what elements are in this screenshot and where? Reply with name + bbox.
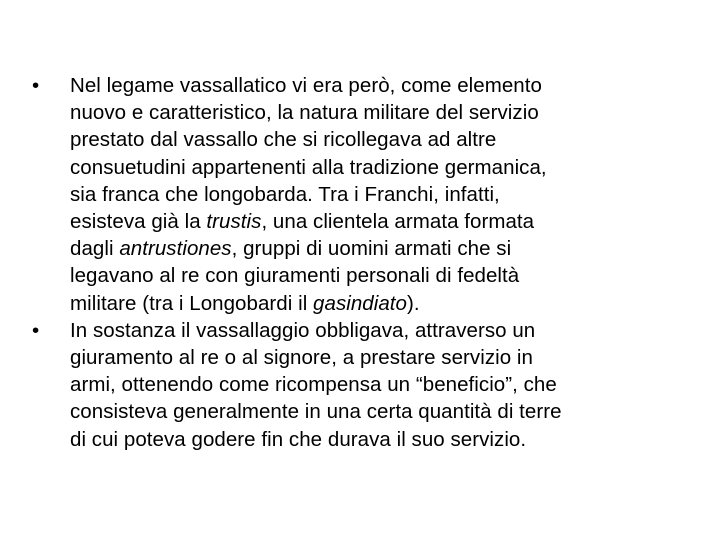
text-segment: ). [407, 291, 420, 315]
text-segment: consisteva generalmente in una certa quantità di terre [70, 400, 562, 424]
text-line [70, 208, 692, 235]
text-line [70, 290, 692, 317]
text-line [70, 181, 692, 208]
text-segment: sia franca che longobarda. Tra i Franchi, infatti, [70, 182, 500, 206]
text-segment: esisteva già la [70, 210, 207, 234]
text-line [70, 126, 692, 153]
text-segment: , una clientela armata formata [261, 210, 535, 234]
text-segment: giuramento al re o al signore, a prestare servizio in [70, 346, 533, 370]
italic-term-antrustiones: antrustiones [119, 237, 232, 261]
text-line [70, 398, 692, 425]
text-line [70, 72, 692, 99]
text-segment: prestato dal vassallo che si ricollegava ad altre [70, 128, 497, 152]
text-segment: armi, ottenendo come ricompensa un “beneficio”, che [70, 373, 557, 397]
text-segment: In sostanza il vassallaggio obbligava, attraverso un [70, 318, 536, 342]
text-line [70, 344, 692, 371]
text-segment: di cui poteva godere fin che durava il suo servizio. [70, 427, 527, 451]
bullet-list [32, 72, 692, 453]
bullet-point-icon: • [32, 318, 40, 342]
text-line [70, 262, 692, 289]
text-line [70, 154, 692, 181]
text-line [70, 235, 692, 262]
bullet-point-icon: • [32, 74, 40, 97]
text-segment: nuovo e caratteristico, la natura militare del servizio [70, 101, 539, 125]
italic-term-trustis: trustis [206, 210, 262, 234]
text-segment: consuetudini appartenenti alla tradizione germanica, [70, 155, 547, 179]
text-line [70, 371, 692, 398]
text-line [70, 317, 692, 344]
text-line [70, 99, 692, 126]
text-line [70, 426, 692, 453]
text-segment: legavano al re con giuramenti personali di fedeltà [70, 264, 520, 288]
bullet-item [32, 72, 692, 317]
text-segment: dagli [70, 237, 120, 261]
text-segment: Nel legame vassallatico vi era però, come elemento [70, 74, 542, 97]
italic-term-gasindiato: gasindiato [313, 291, 408, 315]
text-segment: , gruppi di uomini armati che si [231, 237, 512, 261]
text-segment: militare (tra i Longobardi il [70, 291, 314, 315]
bullet-item [32, 317, 692, 453]
